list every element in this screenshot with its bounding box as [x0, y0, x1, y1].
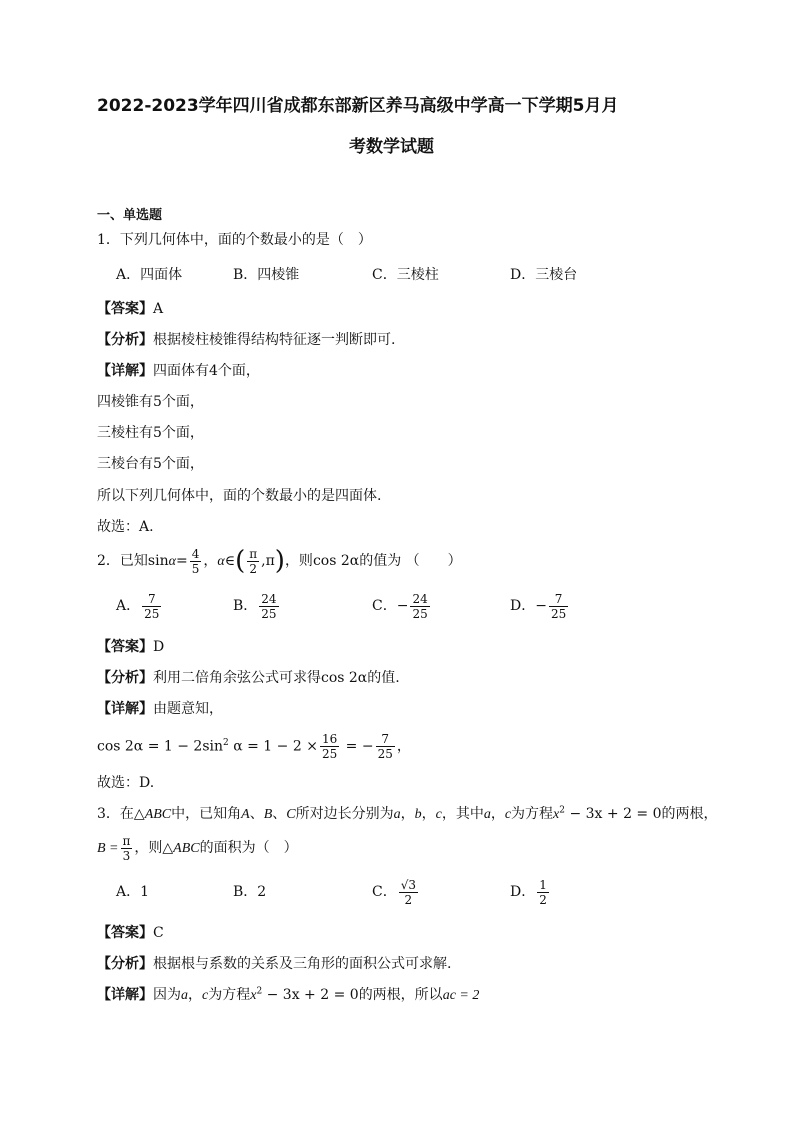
q3-answer-value: C [153, 925, 164, 941]
page-title-line2: 考数学试题 [349, 137, 434, 157]
q1-option-d: D．三棱台 [510, 267, 578, 283]
q1-answer-value: A [153, 301, 164, 317]
q1-detail-line: 四棱锥有5个面， [97, 394, 204, 410]
q1-detail-line: 所以下列几何体中，面的个数最小的是四面体. [97, 488, 382, 504]
q1-option-a: A．四面体 [116, 267, 183, 283]
q1-detail-line: 三棱台有5个面， [97, 456, 204, 472]
fraction: $\frac{4}{5}$ [191, 546, 200, 576]
q1-detail-line: 三棱柱有5个面， [97, 425, 204, 441]
detail-tag: 【详解】 [97, 363, 153, 379]
analysis-tag: 【分析】 [97, 332, 153, 348]
fraction: $\frac{\pi}{2}$ [249, 546, 258, 576]
q2-answer-value: D [153, 639, 165, 655]
q3-option-b: B．2 [233, 884, 267, 900]
q1-detail [97, 360, 260, 380]
q3-stem-line2: B = $\frac{\pi}{3}$ ，则△ABC的面积为（ ） [97, 833, 298, 863]
q2-answer: 【答案】D [97, 639, 165, 655]
q1-answer [97, 298, 163, 318]
q1-stem: 1．下列几何体中，面的个数最小的是（ ） [97, 232, 372, 248]
q2-option-b: B． $\frac{24}{25}$ [233, 591, 277, 621]
q2-conclusion: 故选：D. [97, 775, 155, 791]
q2-detail: 【详解】由题意知， [97, 701, 223, 717]
q1-conclusion: 故选：A. [97, 519, 154, 535]
q2-detail-equation: $\cos 2\alpha = 1 - 2\sin^2$ α = 1 − 2 × $\frac{16}{25}$ = − $\frac{7}{25}$ ， [97, 732, 411, 762]
page-title-line1: 2022-2023学年四川省成都东部新区养马高级中学高一下学期5月月 [97, 96, 619, 116]
q1-detail-line: 四面体有4个面， [153, 363, 260, 379]
q2-analysis: 【分析】利用二倍角余弦公式可求得cos 2α的值. [97, 670, 400, 686]
q3-answer: 【答案】C [97, 925, 164, 941]
q2-option-d: D．− $\frac{7}{25}$ [510, 591, 567, 621]
q2-option-a: A． $\frac{7}{25}$ [116, 591, 160, 621]
q3-stem: 3．在△ABC中，已知角A、B、C所对边长分别为a，b，c，其中a，c为方程$x^2 - 3x + 2 = 0$的两根， [97, 805, 718, 822]
section-heading: 一、单选题 [97, 208, 163, 223]
q1-analysis [97, 329, 395, 349]
q1-option-c: C．三棱柱 [372, 267, 439, 283]
answer-tag: 【答案】 [97, 301, 153, 317]
q1-analysis-text: 根据棱柱棱锥得结构特征逐一判断即可. [153, 332, 396, 348]
q3-detail: 【详解】因为a，c为方程$x^2 - 3x + 2 = 0$的两根，所以ac = 2 [97, 986, 480, 1003]
q2-stem: 2．已知sinα= $\frac{4}{5}$ ，α∈( $\frac{\pi}{2}$ ,π)，则cos 2α的值为 （ ） [97, 546, 462, 576]
q2-option-c: C．− $\frac{24}{25}$ [372, 591, 428, 621]
q1-option-b: B．四棱锥 [233, 267, 300, 283]
q3-option-c: C． $\frac{√3}{2}$ [372, 877, 416, 907]
q3-option-a: A．1 [116, 884, 150, 900]
q3-analysis: 【分析】根据根与系数的关系及三角形的面积公式可求解. [97, 956, 452, 972]
q3-option-d: D． $\frac{1}{2}$ [510, 877, 547, 907]
